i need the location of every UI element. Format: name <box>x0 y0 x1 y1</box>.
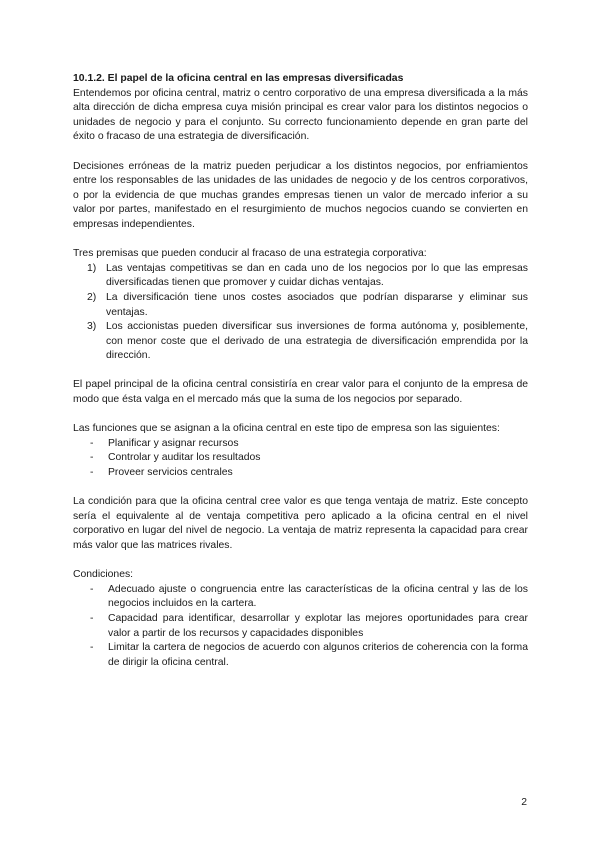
intro-paragraph: Entendemos por oficina central, matriz o centro corporativo de una empresa diversificada a la más alta dirección de dicha empresa cuya misión principal es crear valor para los distintos negocios o unidades de negocio y para el conjunto. Su correcto funcionamiento depende en gran parte del éxito o fracaso de una estrategia de diversificación. <box>73 87 528 143</box>
functions-lead: Las funciones que se asignan a la oficina central en este tipo de empresa son las siguientes: <box>73 423 500 435</box>
list-item-text: Controlar y auditar los resultados <box>108 452 261 464</box>
list-dash: - <box>90 437 94 449</box>
section-heading: 10.1.2. El papel de la oficina central en las empresas diversificadas <box>73 73 404 84</box>
conditions-list <box>73 583 528 671</box>
page-number: 2 <box>521 797 527 808</box>
list-dash: - <box>90 612 94 624</box>
list-item <box>73 262 528 291</box>
list-item <box>73 437 528 452</box>
list-item-text: Proveer servicios centrales <box>108 467 233 479</box>
list-item <box>73 612 528 641</box>
premises-lead: Tres premisas que pueden conducir al fracaso de una estrategia corporativa: <box>73 248 427 260</box>
list-item <box>73 451 528 466</box>
list-item <box>73 583 528 612</box>
list-item-text: Los accionistas pueden diversificar sus inversiones de forma autónoma y, posiblemente, con menor coste que el derivado de una estrategia de diversificación emprendida por la dirección. <box>106 321 528 362</box>
list-number: 2) <box>87 291 97 303</box>
list-item <box>73 320 528 364</box>
list-dash: - <box>90 452 94 464</box>
list-dash: - <box>90 583 94 595</box>
list-item-text: Capacidad para identificar, desarrollar y explotar las mejores oportunidades para crear valor a partir de los recursos y capacidades disponibles <box>108 612 528 639</box>
list-item <box>73 291 528 320</box>
list-item-text: La diversificación tiene unos costes asociados que podrían dispararse y eliminar sus ventajas. <box>106 291 528 318</box>
list-item <box>73 466 528 481</box>
page-content <box>73 72 528 670</box>
list-item-text: Limitar la cartera de negocios de acuerdo con algunos criterios de coherencia con la forma de dirigir la oficina central. <box>108 642 528 668</box>
list-number: 1) <box>87 262 97 274</box>
conditions-lead: Condiciones: <box>73 569 134 581</box>
list-item-text: Planificar y asignar recursos <box>108 437 239 449</box>
list-item <box>73 641 528 670</box>
list-dash: - <box>90 642 94 654</box>
list-number: 3) <box>87 321 97 333</box>
role-paragraph: El papel principal de la oficina central consistiría en crear valor para el conjunto de la empresa de modo que ésta valga en el mercado más que la suma de los negocios por separado. <box>73 379 528 406</box>
premises-list <box>73 262 528 364</box>
functions-list <box>73 437 528 481</box>
decisions-paragraph: Decisiones erróneas de la matriz pueden perjudicar a los distintos negocios, por enfriamientos entre los responsables de las unidades de las unidades de negocio y de los centros corporativos, o por la evidencia de que muchas grandes empresas tienen un valor de mercado inferior a su valor por partes, manifestado en el resurgimiento de muchos negocios cuando se convierten en empresas independientes. <box>73 160 528 230</box>
condition-paragraph: La condición para que la oficina central cree valor es que tenga ventaja de matriz. Este concepto sería el equivalente al de ventaja competitiva pero aplicado a la oficina central en el nivel corporativo en lugar del nivel de negocio. La ventaja de matriz representa la capacidad para crear más valor que las matrices rivales. <box>73 496 528 551</box>
list-item-text: Las ventajas competitivas se dan en cada uno de los negocios por lo que las empresas diversificadas tienen que promover y cuidar dichas ventajas. <box>106 262 528 289</box>
list-dash: - <box>90 467 94 479</box>
list-item-text: Adecuado ajuste o congruencia entre las características de la oficina central y las de los negocios incluidos en la cartera. <box>108 583 528 610</box>
